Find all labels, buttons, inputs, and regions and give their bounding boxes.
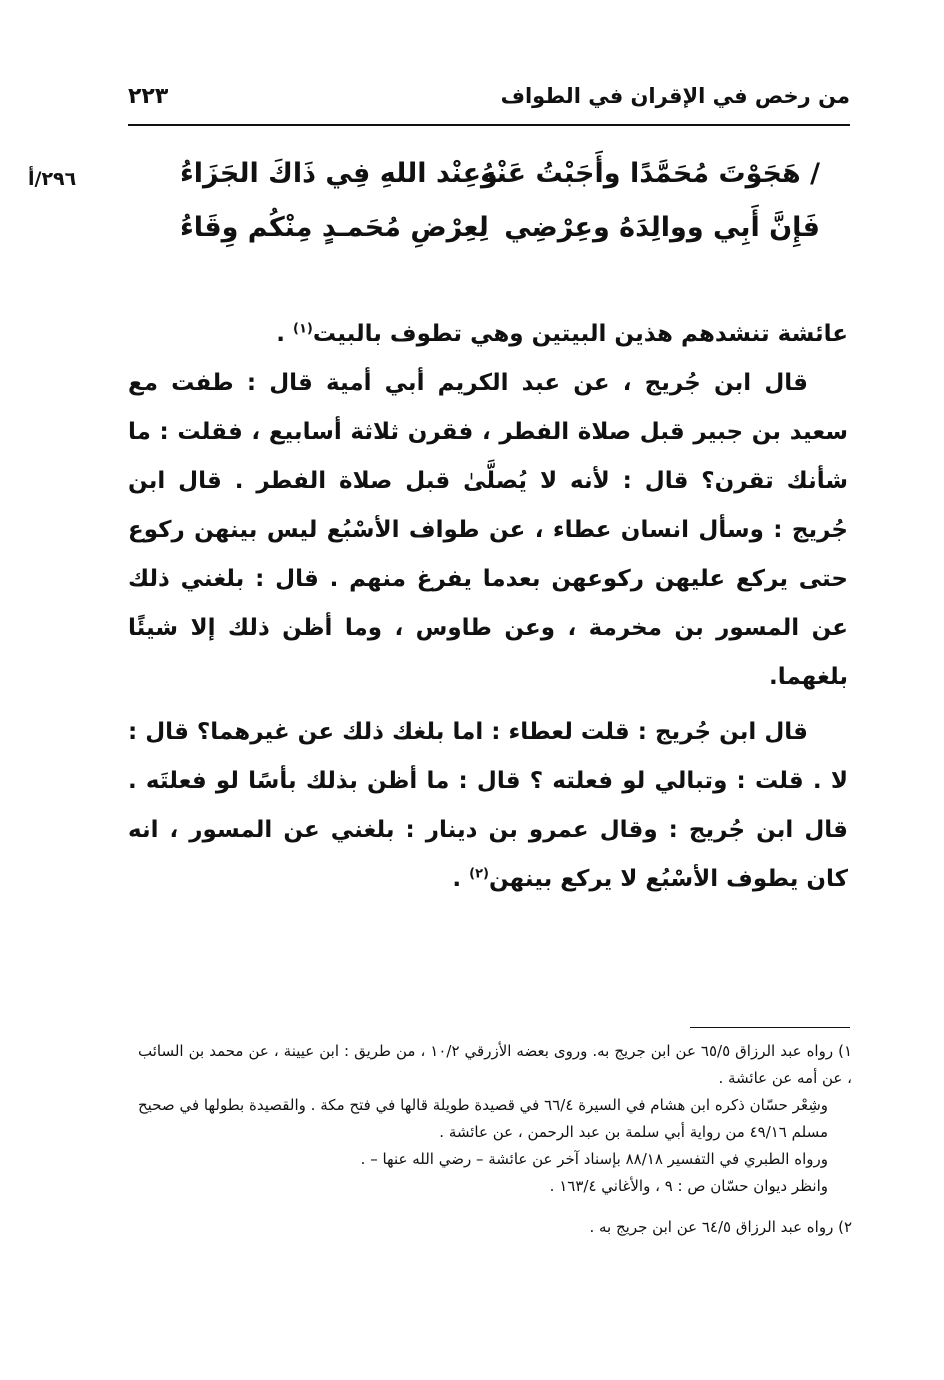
page-number: ٢٢٣ — [128, 84, 169, 109]
verse-first-hemistich: فَإِنَّ أَبِي ووالِدَهُ وعِرْضِي — [504, 212, 820, 243]
footnotes — [138, 1038, 852, 1241]
main-text — [128, 310, 848, 904]
verse-second-hemistich: لِعِرْضِ مُحَمـدٍ مِنْكُم وِقَاءُ — [180, 212, 489, 243]
paragraph-text: قال ابن جُريج : قلت لعطاء : اما بلغك ذلك عن غيرهما؟ قال : لا . قلت : وتبالي لو فعلته ؟ قال : ما أظن بذلك بأسًا لو فعلتَه . قال ابن جُريج : وقال عمرو بن دينار : بلغني عن المسور ، انه كان يطوف الأسْبُع لا يركع بينهن — [128, 719, 848, 892]
verse-first-hemistich: / هَجَوْتَ مُحَمَّدًا وأَجَبْتُ عَنْهُ — [480, 158, 820, 189]
footnote-divider — [690, 1027, 850, 1028]
footnote: وشِعْر حسّان ذكره ابن هشام في السيرة ٦٦/٤ في قصيدة طويلة قالها في فتح مكة . والقصيدة بطولها في صحيح مسلم ٤٩/١٦ من رواية أبي سلمة بن عبد الرحمن ، عن عائشة . — [138, 1096, 829, 1141]
footnote: ١) رواه عبد الرزاق ٦٥/٥ عن ابن جريج به. وروى بعضه الأزرقي ١٠/٢ ، من طريق : ابن عيينة ، عن محمد بن السائب ، عن أمه عن عائشة . — [138, 1042, 853, 1087]
footnote-marker: (٢) — [469, 866, 489, 882]
paragraph — [128, 708, 848, 904]
footnote: ورواه الطبري في التفسير ٨٨/١٨ بإسناد آخر عن عائشة – رضي الله عنها – . — [360, 1150, 828, 1168]
footnote: وانظر ديوان حسّان ص : ٩ ، والأغاني ١٦٣/٤ . — [549, 1177, 828, 1195]
paragraph-text: عائشة تنشدهم هذين البيتين وهي تطوف بالبيت — [312, 321, 848, 347]
manuscript-folio-note: ٢٩٦/أ — [28, 168, 77, 190]
paragraph-end: . — [452, 866, 470, 892]
footnote: ٢) رواه عبد الرزاق ٦٤/٥ عن ابن جريج به . — [589, 1218, 852, 1236]
verse-second-hemistich: وعِنْد اللهِ فِي ذَاكَ الجَزَاءُ — [180, 158, 498, 189]
footnote-marker: (١) — [293, 321, 313, 337]
paragraph: قال ابن جُريج ، عن عبد الكريم أبي أمية قال : طفت مع سعيد بن جبير قبل صلاة الفطر ، فقرن ثلاثة أسابيع ، فقلت : ما شأنك تقرن؟ قال : لأنه لا يُصلَّىٰ قبل صلاة الفطر . قال ابن جُريج : وسأل انسان عطاء ، عن طواف الأسْبُع ليس بينهن ركوع حتى يركع عليهن ركوعهن بعدما يفرغ منهم . قال : بلغني ذلك عن المسور بن مخرمة ، وعن طاوس ، وما أظن ذلك إلا شيئًا بلغهما. — [128, 370, 848, 690]
verse-line — [180, 158, 820, 202]
paragraph — [128, 310, 848, 359]
running-title: من رخص في الإقران في الطواف — [500, 84, 850, 108]
verse-line — [180, 212, 820, 256]
page-header — [128, 84, 850, 126]
paragraph-end: . — [276, 321, 293, 347]
